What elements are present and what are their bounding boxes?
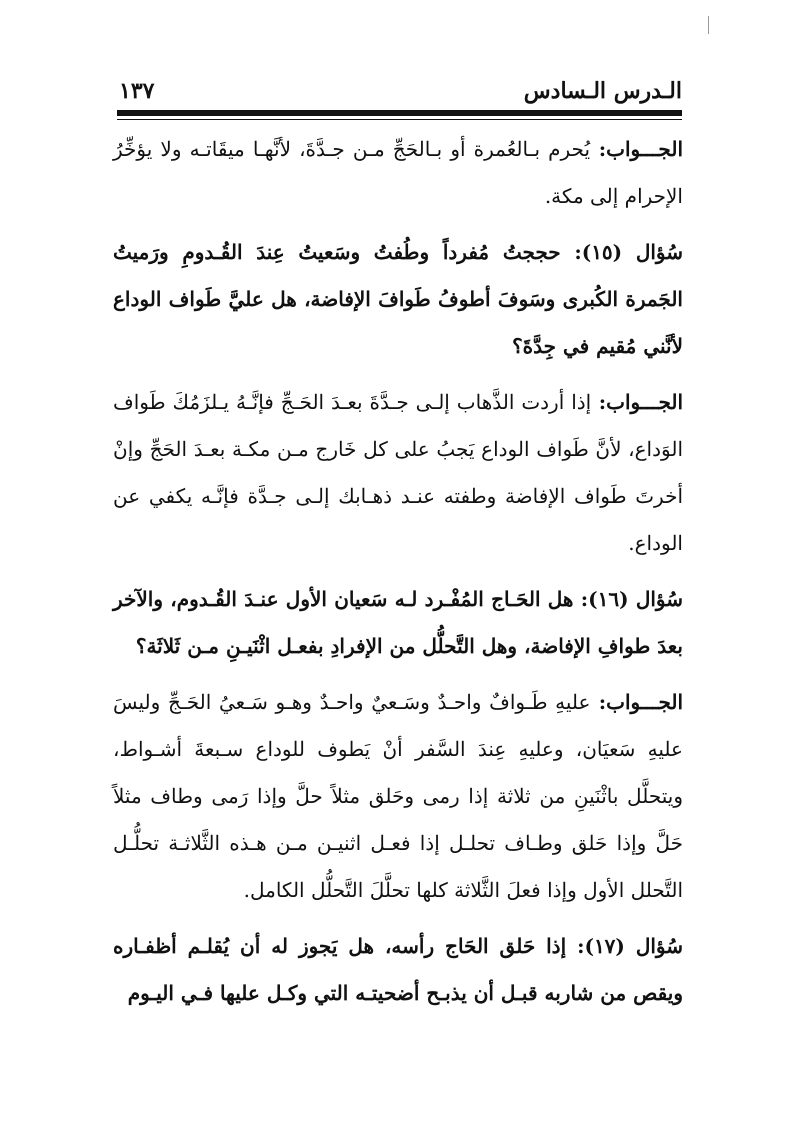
- question-paragraph: [113, 923, 683, 1017]
- answer-paragraph: [113, 679, 683, 914]
- header-rule-thin: [117, 119, 682, 120]
- question-label: سُؤال (١٦):: [573, 587, 683, 611]
- answer-label: الجـــواب:: [590, 137, 683, 161]
- answer-label: الجـــواب:: [590, 690, 683, 714]
- answer-label: الجـــواب:: [591, 390, 684, 414]
- answer-paragraph: [113, 126, 683, 220]
- question-text: حججتُ مُفرداً وطُفتُ وسَعيتُ عِندَ القُـدومِ ورَميتُ الجَمرة الكُبرى وسَوفَ أطوفُ طَوافَ الإفاضة، هل عليَّ طَواف الوداع لأنَّني مُقيم في جِدَّةَ؟: [113, 240, 683, 358]
- question-label: سُؤال (١٧):: [566, 934, 683, 958]
- question-paragraph: [113, 576, 683, 670]
- running-header: [117, 76, 682, 110]
- answer-text: يُحرم بـالعُمرة أو بـالحَجِّ مـن جـدَّةَ، لأنَّهـا ميقَاتـه ولا يؤخِّرُ الإحرام إلى مكة.: [113, 137, 683, 208]
- header-rule-thick: [117, 110, 682, 116]
- page-edge-mark: [708, 16, 709, 34]
- question-text: إذا حَلق الحَاج رأسه، هل يَجوز له أن يُقلـم أظفـاره ويقص من شاربه قبـل أن يذبـح أضحيتـه التي وكـل عليها فـي اليـوم: [113, 934, 683, 1005]
- question-label: سُؤال (١٥):: [560, 240, 683, 264]
- question-text: هل الحَـاج المُفْـرد لـه سَعيان الأول عنـدَ القُـدوم، والآخر بعدَ طوافِ الإفاضة، وهل التَّحلُّل من الإفرادِ بفعـل اثْنَيـنِ مـن ثَلاثَة؟: [113, 587, 683, 658]
- answer-paragraph: [113, 379, 683, 567]
- chapter-title: الـدرس الـسادس: [523, 78, 682, 104]
- question-paragraph: [113, 229, 683, 370]
- page-number: ١٣٧: [119, 78, 155, 104]
- body-text: [113, 126, 683, 1026]
- answer-text: إذا أردت الذَّهاب إلـى جـدَّةَ بعـدَ الحَـجِّ فإنَّـهُ يـلزَمُكَ طَواف الوَداع، لأنَّ طَواف الوداع يَجبُ على كل خَارج مـن مكـة بعـدَ الحَجِّ وإنْ أخرتَ طَواف الإفاضة وطفته عنـد ذهـابك إلـى جـدَّة فإنَّـه يكفي عن الوداع.: [113, 390, 683, 555]
- answer-text: عليهِ طَـوافٌ واحـدٌ وسَـعيٌ واحـدٌ وهـو سَـعيُ الحَـجِّ وليسَ عليهِ سَعيَان، وعليهِ عِندَ السَّفر أنْ يَطوف للوداع سـبعةَ أشـواط، ويتحلَّل باثْنَينِ من ثلاثة إذا رمى وحَلق مثلاً حلَّ وإذا رَمى وطاف مثلاً حَلَّ وإذا حَلق وطـاف تحلـل إذا فعـل اثنيـن مـن هـذه الثَّلاثـة تحلُّـل التَّحلل الأول وإذا فعلَ الثَّلاثة كلها تحلَّلَ التَّحلُّل الكامل.: [113, 690, 683, 902]
